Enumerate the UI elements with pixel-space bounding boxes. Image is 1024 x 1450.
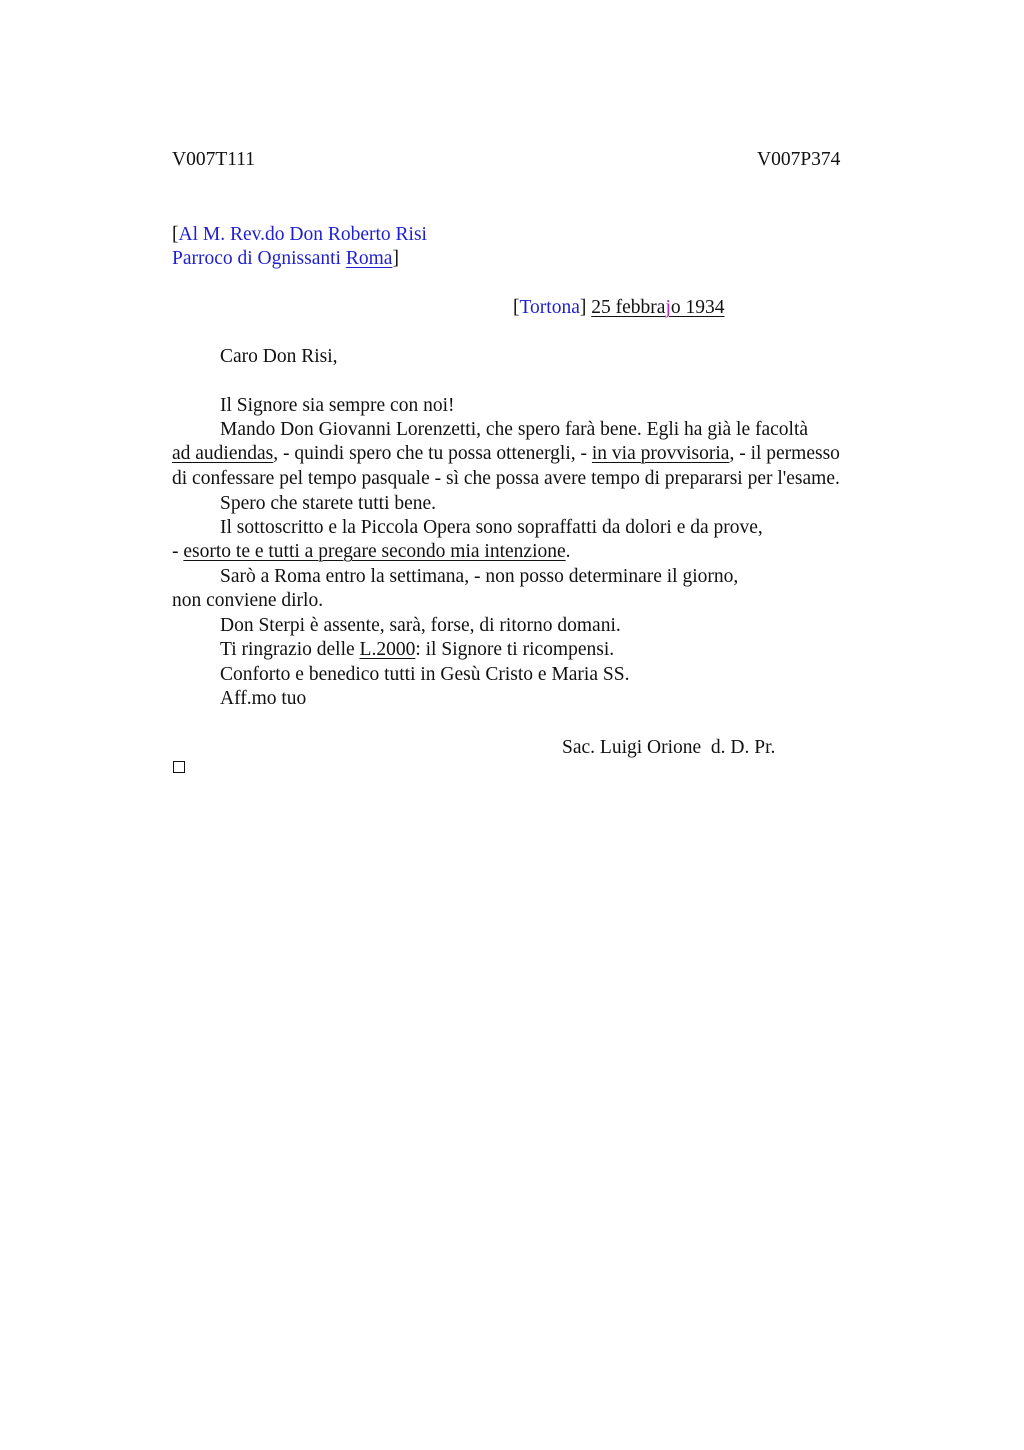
document-code-left: V007T111 — [172, 149, 256, 170]
dateline-open-bracket: [ — [513, 297, 520, 318]
body-line-5: Spero che starete tutti bene. — [220, 493, 437, 514]
body-line-11 — [220, 640, 614, 660]
body-line-6: Il sottoscritto e la Piccola Opera sono sopraffatti da dolori e da prove, — [220, 517, 763, 538]
body-line-3-text-2: , - il permesso — [729, 443, 840, 464]
body-line-2: Mando Don Giovanni Lorenzetti, che spero farà bene. Egli ha già le facoltà — [220, 419, 809, 440]
body-line-13: Aff.mo tuo — [220, 688, 307, 709]
body-line-10: Don Sterpi è assente, sarà, forse, di ritorno domani. — [220, 615, 621, 636]
underlined-amount: L.2000 — [359, 639, 416, 660]
address-close-bracket: ] — [392, 248, 399, 269]
body-line-8: Sarò a Roma entro la settimana, - non posso determinare il giorno, — [220, 566, 739, 587]
end-marker-checkbox-icon — [173, 761, 185, 773]
body-line-3 — [172, 444, 840, 464]
body-line-7-dash: - — [172, 541, 184, 562]
body-line-3-text-1: , - quindi spero che tu possa ottenergli, - — [273, 443, 592, 464]
body-line-7 — [172, 542, 571, 562]
underlined-exhortation: esorto te e tutti a pregare secondo mia intenzione — [183, 541, 566, 562]
recipient-name: Al M. Rev.do Don Roberto Risi — [178, 224, 427, 245]
dateline-date-j: j — [665, 297, 671, 318]
body-line-1: Il Signore sia sempre con noi! — [220, 395, 455, 416]
recipient-parish: Parroco di Ognissanti — [172, 248, 346, 269]
dateline-date-part1: 25 febbra — [591, 297, 666, 318]
address-line-1 — [172, 225, 427, 245]
dateline-date — [591, 297, 724, 318]
dateline-date-part2: o 1934 — [670, 297, 725, 318]
body-line-12: Conforto e benedico tutti in Gesù Cristo e Maria SS. — [220, 664, 630, 685]
body-line-9: non conviene dirlo. — [172, 590, 324, 611]
address-open-bracket: [ — [172, 224, 179, 245]
body-line-4: di confessare pel tempo pasquale - sì che possa avere tempo di prepararsi per l'esame. — [172, 468, 840, 489]
document-code-right: V007P374 — [757, 149, 841, 170]
dateline-place: Tortona — [519, 297, 580, 318]
body-line-11-text-1: Ti ringrazio delle — [220, 639, 360, 660]
address-line-2 — [172, 249, 399, 269]
signature: Sac. Luigi Orione d. D. Pr. — [562, 737, 776, 758]
recipient-city-link[interactable]: Roma — [345, 248, 393, 269]
body-line-11-text-2: : il Signore ti ricompensi. — [415, 639, 615, 660]
dateline-close-bracket: ] — [579, 297, 592, 318]
underlined-ad-audiendas: ad audiendas — [172, 443, 274, 464]
body-line-7-period: . — [565, 541, 571, 562]
underlined-in-via-provvisoria: in via provvisoria — [591, 443, 730, 464]
dateline — [513, 298, 724, 318]
salutation: Caro Don Risi, — [220, 346, 338, 367]
